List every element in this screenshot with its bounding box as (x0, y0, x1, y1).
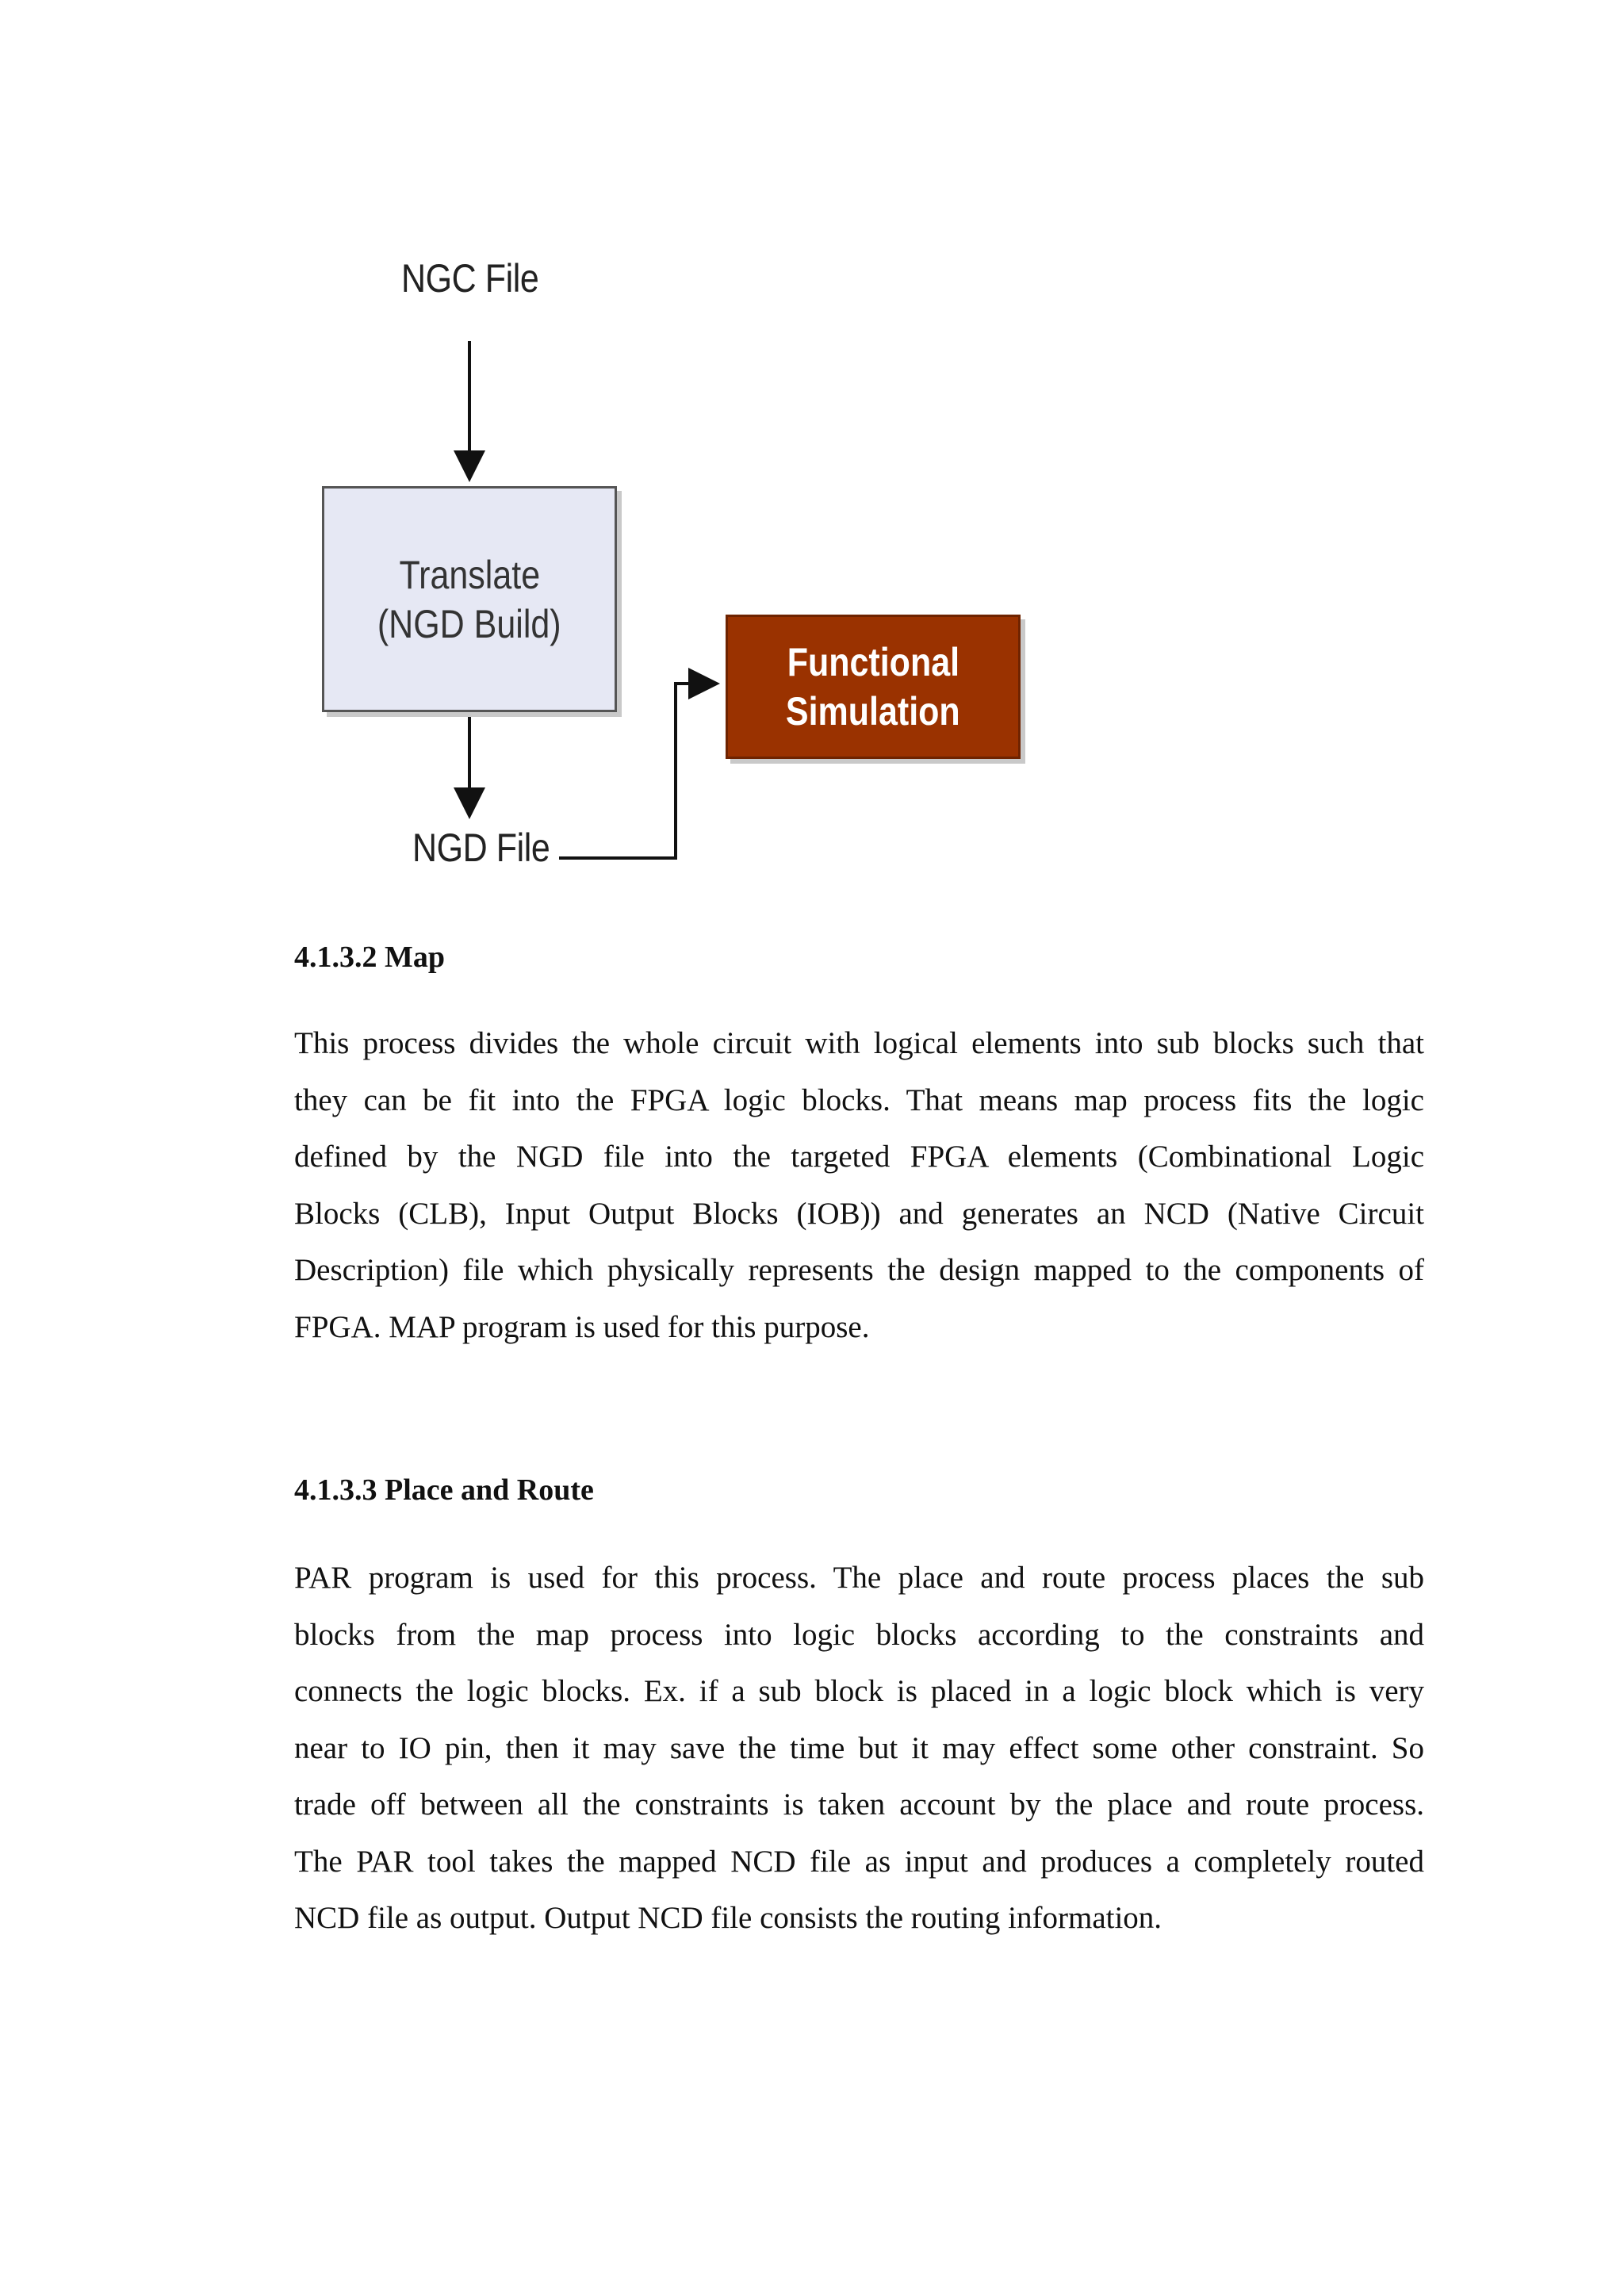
ngd-file-label: NGD File (412, 826, 550, 870)
paragraph-line: connects the logic blocks. Ex. if a sub block is placed in a logic block which is very (294, 1674, 1424, 1708)
translate-box-subtitle: (NGD Build) (377, 601, 561, 646)
paragraph-line: blocks from the map process into logic blocks according to the constraints and (294, 1617, 1424, 1652)
place-and-route-paragraph (294, 1550, 1424, 1947)
flow-diagram (0, 0, 1624, 912)
ngc-file-label: NGC File (401, 256, 539, 301)
paragraph-line: This process divides the whole circuit with logical elements into sub blocks such that (294, 1026, 1424, 1060)
paragraph-line: near to IO pin, then it may save the time but it may effect some other constraint. So (294, 1730, 1424, 1765)
paragraph-line: trade off between all the constraints is taken account by the place and route process. (294, 1787, 1424, 1822)
paragraph-line: Blocks (CLB), Input Output Blocks (IOB)) and generates an NCD (Native Circuit (294, 1196, 1424, 1231)
section-heading-place-and-route: 4.1.3.3 Place and Route (294, 1473, 594, 1507)
simulation-box-line1: Functional (787, 640, 959, 684)
map-paragraph (294, 1015, 1424, 1355)
diagram-connectors (0, 0, 1624, 912)
paragraph-line: they can be fit into the FPGA logic blocks. That means map process fits the logic (294, 1082, 1424, 1117)
paragraph-line: The PAR tool takes the mapped NCD file as input and produces a completely routed (294, 1844, 1424, 1879)
paragraph-line: NCD file as output. Output NCD file consists the routing information. (294, 1901, 1162, 1935)
paragraph-line: PAR program is used for this process. The place and route process places the sub (294, 1561, 1424, 1595)
translate-box-title: Translate (399, 552, 540, 597)
simulation-box-line2: Simulation (786, 689, 960, 734)
paragraph-line: defined by the NGD file into the targeted FPGA elements (Combinational Logic (294, 1140, 1424, 1174)
translate-box (322, 486, 617, 712)
functional-simulation-box (726, 615, 1021, 759)
section-heading-map: 4.1.3.2 Map (294, 941, 445, 974)
paragraph-line: Description) file which physically represents the design mapped to the components of (294, 1253, 1424, 1287)
paragraph-line: FPGA. MAP program is used for this purpose. (294, 1309, 870, 1344)
